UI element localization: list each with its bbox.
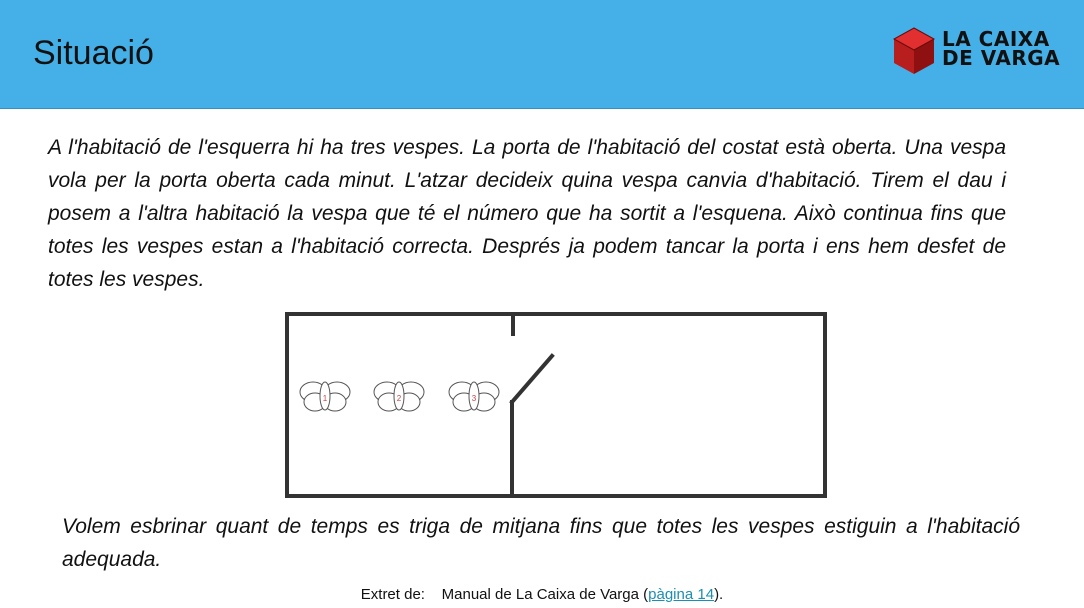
wasp-3 <box>449 382 499 411</box>
logo-text <box>942 27 1061 70</box>
wasp-number: 1 <box>322 394 328 403</box>
logo <box>890 26 1070 78</box>
wasp-1 <box>300 382 350 411</box>
footer-source-text: Manual de La Caixa de Varga ( <box>441 586 649 603</box>
rooms-diagram <box>280 304 840 504</box>
question-paragraph: Volem esbrinar quant de temps es triga de mitjana fins que totes les vespes estiguin a l'habitació adequada. <box>62 515 1020 571</box>
logo-line-2: DE VARGA <box>942 46 1061 70</box>
footer-suffix: ). <box>714 586 724 603</box>
page-title: Situació <box>33 34 154 72</box>
wasp-number: 2 <box>396 394 402 403</box>
page-link[interactable]: pàgina 14 <box>648 586 715 603</box>
header-bar <box>0 0 1084 109</box>
logo-line-1: LA CAIXA <box>942 27 1050 51</box>
wasp-2 <box>374 382 424 411</box>
cube-icon <box>890 26 938 78</box>
footer-prefix: Extret de: <box>360 586 425 603</box>
wasp-number: 3 <box>471 394 477 403</box>
intro-paragraph: A l'habitació de l'esquerra hi ha tres vespes. La porta de l'habitació del costat està oberta. Una vespa vola per la porta oberta cada minut. L'atzar decideix quina vespa canvia d'habitació. Tirem el dau i posem a l'altra habitació la vespa que té el número que ha sortit a l'esquena. Això continua fins que totes les vespes estan a l'habitació correcta. Després ja podem tancar la porta i ens hem desfet de totes les vespes. <box>48 136 1006 291</box>
footer-source <box>0 586 1084 603</box>
